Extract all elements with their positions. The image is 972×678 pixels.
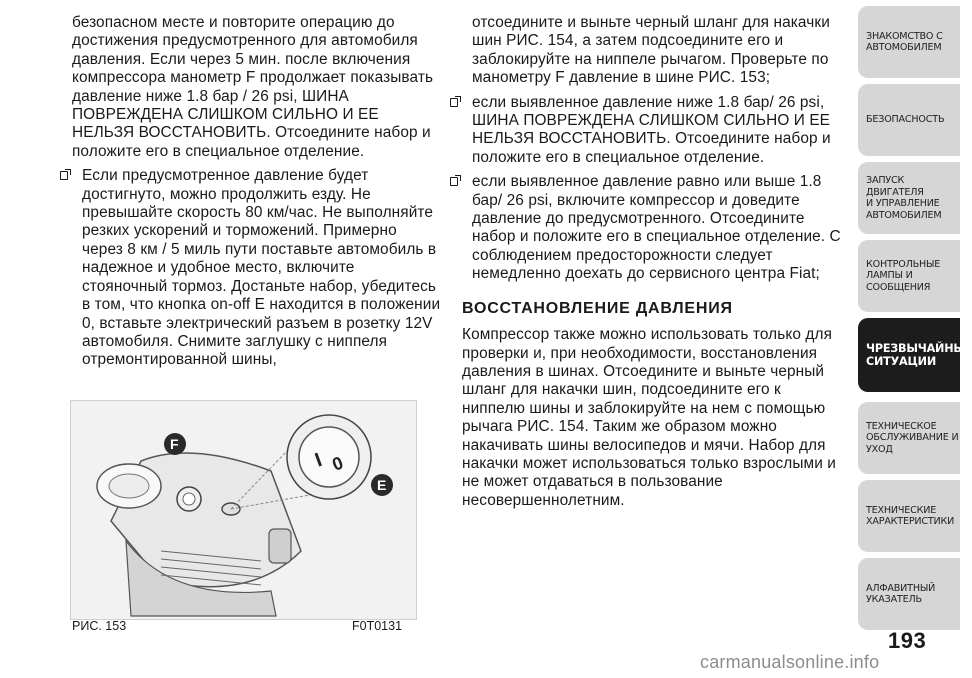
figure-label: РИС. 153 (72, 619, 127, 633)
left-column (72, 14, 442, 370)
left-paragraph: безопасном месте и повторите операцию до достижения предусмотренного для автомобиля давления. Если через 5 мин. после включения компрессора манометр F продолжает показывать давление ниже 1.8 бар / 26 psi, ШИНА ПОВРЕЖДЕНА СЛИШКОМ СИЛЬНО И ЕЕ НЕЛЬЗЯ ВОССТАНОВИТЬ. Отсоедините набор и положите его в специальное отделение. (72, 14, 434, 160)
tab-emergency[interactable]: ЧРЕЗВЫЧАЙНЫЕ СИТУАЦИИ (858, 318, 960, 392)
section-heading: ВОССТАНОВЛЕНИЕ ДАВЛЕНИЯ (462, 299, 733, 317)
page-number: 193 (888, 628, 927, 653)
switch-on-label: I (312, 449, 325, 472)
switch-off-label: 0 (329, 452, 346, 475)
tab-intro[interactable]: ЗНАКОМСТВО С АВТОМОБИЛЕМ (858, 6, 960, 78)
bullet-checkbox-icon (450, 98, 458, 107)
chapter-tabs (858, 6, 972, 636)
right-bullet-item (462, 94, 846, 168)
left-bullet-item (72, 167, 442, 369)
figure-compressor (70, 400, 417, 620)
tab-maintenance[interactable]: ТЕХНИЧЕСКОЕ ОБСЛУЖИВАНИЕ И УХОД (858, 402, 960, 474)
right-column (462, 14, 846, 510)
bullet-checkbox-icon (450, 177, 458, 186)
tab-index[interactable]: АЛФАВИТНЫЙ УКАЗАТЕЛЬ (858, 558, 960, 630)
figure-code: F0T0131 (352, 619, 403, 633)
callout-e-label: E (377, 477, 387, 493)
right-paragraph-2: Компрессор также можно использовать только для проверки и, при необходимости, восстановления давления в шинах. Отсоедините и выньте черный шланг для накачки шин, подсоедините его к ниппелю шины и заблокируйте на нем с помощью рычага РИС. 154. Таким же образом можно накачивать шины велосипедов и мячи. Набор для накачки может использоваться только взрослыми и не может отдаваться в пользование несовершеннолетним. (462, 326, 837, 509)
tab-safety[interactable]: БЕЗОПАСНОСТЬ (858, 84, 960, 156)
watermark: carmanualsonline.info (700, 652, 880, 672)
right-bullet-text-1: если выявленное давление ниже 1.8 бар/ 26 psi, ШИНА ПОВРЕЖДЕНА СЛИШКОМ СИЛЬНО И ЕЕ НЕЛЬЗЯ ВОССТАНОВИТЬ. Отсоедините набор и положите его в специальное отделение. (472, 93, 831, 166)
right-bullet-item (462, 173, 846, 283)
right-bullet-text-2: если выявленное давление равно или выше 1.8 бар/ 26 psi, включите компрессор и доведите давление до предусмотренного. Отсоедините набор и положите его в специальное отделение. С соблюдением предосторожности следует немедленно доехать до сервисного центра Fiat; (472, 173, 841, 283)
compressor-illustration (71, 401, 416, 619)
tab-warning-lights[interactable]: КОНТРОЛЬНЫЕ ЛАМПЫ И СООБЩЕНИЯ (858, 240, 960, 312)
tab-starting-driving[interactable]: ЗАПУСК ДВИГАТЕЛЯ И УПРАВЛЕНИЕ АВТОМОБИЛЕМ (858, 162, 960, 234)
bullet-checkbox-icon (60, 171, 68, 180)
right-paragraph: отсоедините и выньте черный шланг для накачки шин РИС. 154, а затем подсоедините его и заблокируйте на ниппеле рычагом. Проверьте по манометру F давление в шине РИС. 153; (472, 14, 830, 87)
left-bullet-text: Если предусмотренное давление будет достигнуто, можно продолжить езду. Не превышайте скорость 80 км/час. Не выполняйте резких ускорений и торможений. Примерно через 8 км / 5 миль пути поставьте автомобиль в надежное и удобное место, включите стояночный тормоз. Достаньте набор, убедитесь в том, что кнопка on-off E находится в положении 0, вставьте электрический разъем в розетку 12V автомобиля. Снимите заглушку с ниппеля отремонтированной шины, (82, 167, 441, 369)
callout-f-label: F (170, 436, 179, 452)
tab-specifications[interactable]: ТЕХНИЧЕСКИЕ ХАРАКТЕРИСТИКИ (858, 480, 960, 552)
